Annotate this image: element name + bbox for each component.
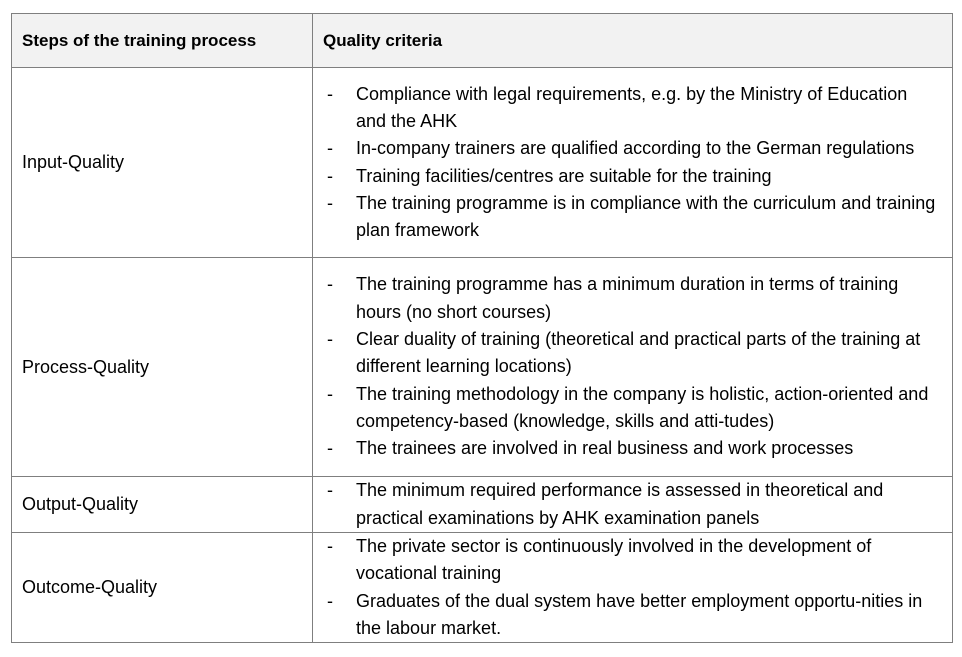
bullet-dash: - bbox=[327, 274, 333, 295]
criteria-text: The training methodology in the company is holistic, action-oriented and competency-based (knowledge, skills and atti-tudes) bbox=[356, 383, 929, 431]
criteria-text: The trainees are involved in real business and work processes bbox=[356, 438, 854, 459]
table-row-output-quality bbox=[12, 477, 953, 533]
criteria-list bbox=[313, 271, 952, 462]
bullet-dash: - bbox=[327, 383, 333, 404]
list-item bbox=[313, 326, 952, 381]
list-item bbox=[313, 271, 952, 326]
bullet-dash: - bbox=[327, 138, 333, 159]
bullet-dash: - bbox=[327, 83, 333, 104]
list-item bbox=[313, 477, 952, 532]
header-steps: Steps of the training process bbox=[12, 14, 313, 68]
list-item bbox=[313, 135, 952, 162]
bullet-dash: - bbox=[327, 480, 333, 501]
criteria-cell bbox=[313, 533, 953, 643]
bullet-dash: - bbox=[327, 438, 333, 459]
table-header-row bbox=[12, 14, 953, 68]
bullet-dash: - bbox=[327, 329, 333, 350]
criteria-list bbox=[313, 81, 952, 245]
bullet-dash: - bbox=[327, 192, 333, 213]
step-cell: Input-Quality bbox=[12, 68, 313, 258]
step-cell: Outcome-Quality bbox=[12, 533, 313, 643]
list-item bbox=[313, 533, 952, 588]
criteria-cell bbox=[313, 477, 953, 533]
criteria-text: In-company trainers are qualified according to the German regulations bbox=[356, 138, 915, 159]
criteria-cell bbox=[313, 68, 953, 258]
list-item bbox=[313, 381, 952, 436]
criteria-cell bbox=[313, 258, 953, 477]
criteria-text: Clear duality of training (theoretical and practical parts of the training at different learning locations) bbox=[356, 329, 921, 377]
criteria-text: The training programme is in compliance with the curriculum and training plan framework bbox=[356, 192, 936, 241]
criteria-text: The private sector is continuously involved in the development of vocational training bbox=[356, 536, 872, 584]
quality-criteria-table-container bbox=[11, 13, 952, 643]
criteria-text: Compliance with legal requirements, e.g. by the Ministry of Education and the AHK bbox=[356, 83, 908, 131]
list-item bbox=[313, 588, 952, 643]
list-item bbox=[313, 81, 952, 136]
list-item bbox=[313, 435, 952, 462]
table-row-input-quality bbox=[12, 68, 953, 258]
bullet-dash: - bbox=[327, 536, 333, 556]
bullet-dash: - bbox=[327, 590, 333, 611]
criteria-text: Training facilities/centres are suitable for the training bbox=[356, 165, 772, 186]
criteria-list bbox=[313, 533, 952, 642]
table-row-process-quality bbox=[12, 258, 953, 477]
criteria-text: Graduates of the dual system have better employment opportu-nities in the labour market. bbox=[356, 590, 923, 638]
step-cell: Output-Quality bbox=[12, 477, 313, 533]
header-quality-criteria: Quality criteria bbox=[313, 14, 953, 68]
list-item bbox=[313, 163, 952, 190]
bullet-dash: - bbox=[327, 165, 333, 186]
criteria-text: The training programme has a minimum duration in terms of training hours (no short courses) bbox=[356, 274, 899, 322]
list-item bbox=[313, 190, 952, 245]
table-row-outcome-quality bbox=[12, 533, 953, 643]
quality-criteria-table bbox=[11, 13, 953, 643]
step-cell: Process-Quality bbox=[12, 258, 313, 477]
criteria-text: The minimum required performance is assessed in theoretical and practical examinations by AHK examination panels bbox=[356, 480, 884, 528]
criteria-list bbox=[313, 477, 952, 532]
